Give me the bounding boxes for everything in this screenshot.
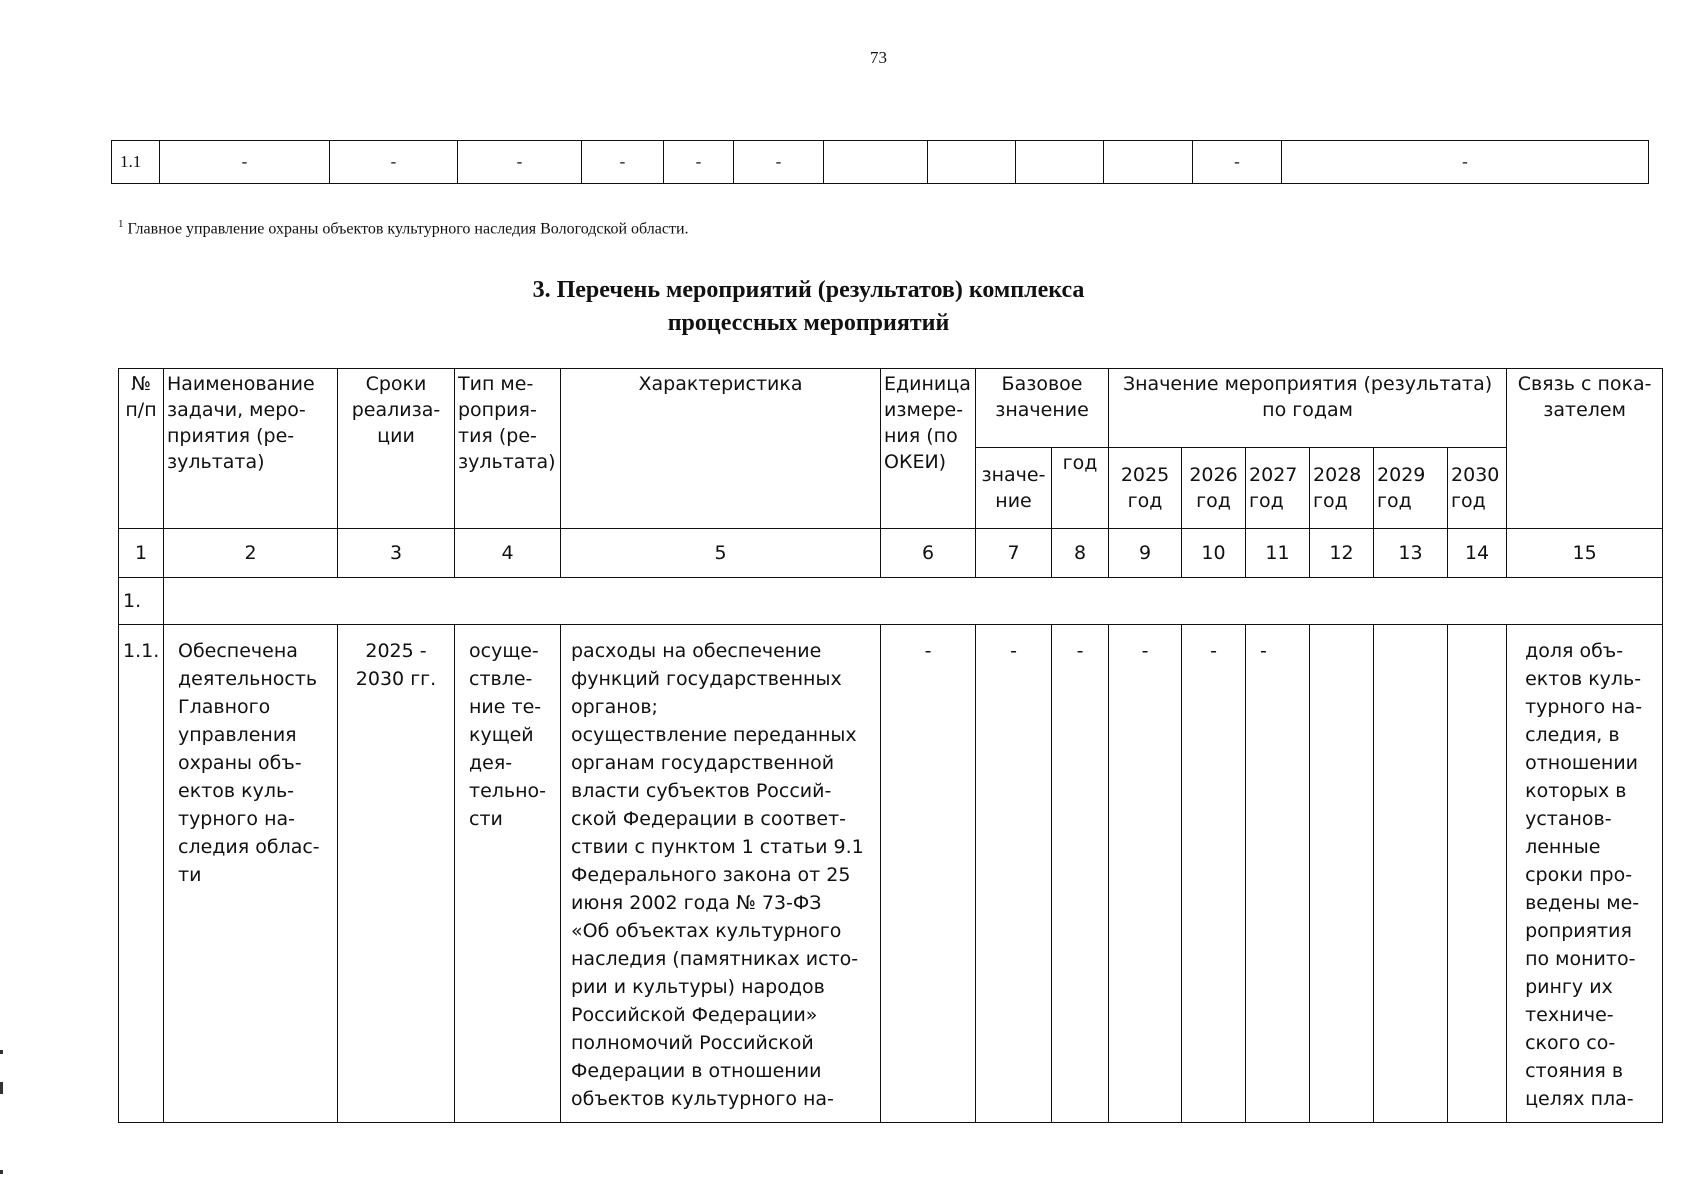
row-unit: -	[881, 625, 976, 1123]
table-cell: -	[1193, 141, 1282, 184]
table-cell: -	[458, 141, 582, 184]
row-characteristic: расходы на обеспечение функций государственных органов; осуществление переданных органам государственной власти субъектов Россий- ской Федерации в соответ- ствии с пунктом 1 статьи 9.1 Федерального закона от 25 июня 2002 года № 73-ФЗ «Об объектах культурного наследия (памятниках исто- рии и культуры) народов Российской Федерации» полномочий Российской Федерации в отношении объектов культурного на-	[561, 625, 881, 1123]
row-type: осуще- ствле- ние те- кущей дея- тельно- сти	[455, 625, 561, 1123]
header-year-2026: 2026 год	[1182, 448, 1246, 529]
activities-table	[118, 368, 1663, 1123]
column-number: 3	[338, 529, 455, 578]
row-value-2028	[1310, 625, 1374, 1123]
header-name: Наименование задачи, меро- приятия (ре- зультата)	[164, 369, 338, 529]
row-link: доля объ- ектов куль- турного на- следия, в отношении которых в установ- ленные сроки про- ведены ме- роприятия по монито- рингу их техниче- ского со- стояния в целях пла-	[1507, 625, 1663, 1123]
header-type: Тип ме- роприя- тия (ре- зультата)	[455, 369, 561, 529]
section-title-cell	[164, 578, 1663, 625]
section-title-line-1: 3. Перечень мероприятий (результатов) комплекса	[532, 277, 1085, 303]
row-period: 2025 - 2030 гг.	[338, 625, 455, 1123]
header-year-2028: 2028 год	[1310, 448, 1374, 529]
footnote	[118, 218, 689, 238]
column-number: 2	[164, 529, 338, 578]
column-number: 13	[1374, 529, 1448, 578]
table-cell: 1.1	[112, 141, 160, 184]
header-period: Сроки реализа- ции	[338, 369, 455, 529]
header-unit: Единица измере- ния (по ОКЕИ)	[881, 369, 976, 529]
table-row	[119, 625, 1663, 1123]
header-year-2025: 2025 год	[1109, 448, 1182, 529]
column-number: 6	[881, 529, 976, 578]
column-number: 8	[1052, 529, 1109, 578]
column-number: 9	[1109, 529, 1182, 578]
scan-mark	[0, 1082, 3, 1094]
table-cell: -	[160, 141, 330, 184]
table-cell: -	[1282, 141, 1649, 184]
section-title-line-2: процессных мероприятий	[667, 310, 950, 336]
header-year-2030: 2030 год	[1448, 448, 1507, 529]
scan-mark	[0, 1170, 3, 1174]
row-base-value: -	[976, 625, 1052, 1123]
header-base-year: год	[1052, 448, 1109, 529]
scan-mark	[0, 1050, 3, 1054]
column-number: 15	[1507, 529, 1663, 578]
footnote-marker: 1	[118, 218, 124, 230]
column-number: 4	[455, 529, 561, 578]
column-number: 11	[1246, 529, 1310, 578]
table-row	[112, 141, 1649, 184]
header-num: № п/п	[119, 369, 164, 529]
header-year-2029: 2029 год	[1374, 448, 1448, 529]
row-name: Обеспечена деятельность Главного управления охраны объ- ектов куль- турного на- следия облас- ти	[164, 625, 338, 1123]
table-cell	[1104, 141, 1193, 184]
column-numbers-row	[119, 529, 1663, 578]
column-number: 12	[1310, 529, 1374, 578]
table-cell	[824, 141, 928, 184]
header-base: Базовое значение	[976, 369, 1109, 448]
row-value-2029	[1374, 625, 1448, 1123]
section-number: 1.	[119, 578, 164, 625]
table-cell: -	[330, 141, 458, 184]
continuation-table	[111, 140, 1649, 184]
row-value-2030	[1448, 625, 1507, 1123]
row-number: 1.1.	[119, 625, 164, 1123]
footnote-text: Главное управление охраны объектов культурного наследия Вологодской области.	[127, 220, 689, 238]
header-row	[119, 369, 1663, 448]
column-number: 14	[1448, 529, 1507, 578]
header-values-by-year: Значение мероприятия (результата) по годам	[1109, 369, 1507, 448]
column-number: 5	[561, 529, 881, 578]
column-number: 7	[976, 529, 1052, 578]
table-cell: -	[734, 141, 824, 184]
row-value-2026: -	[1182, 625, 1246, 1123]
page-number: 73	[870, 48, 887, 67]
header-year-2027: 2027 год	[1246, 448, 1310, 529]
column-number: 1	[119, 529, 164, 578]
table-cell: -	[582, 141, 664, 184]
header-link: Связь с пока- зателем	[1507, 369, 1663, 529]
section-row	[119, 578, 1663, 625]
header-base-value: значе- ние	[976, 448, 1052, 529]
table-cell: -	[664, 141, 734, 184]
table-cell	[1016, 141, 1104, 184]
row-value-2027: -	[1246, 625, 1310, 1123]
table-cell	[928, 141, 1016, 184]
section-title	[0, 274, 1657, 340]
column-number: 10	[1182, 529, 1246, 578]
header-characteristic: Характеристика	[561, 369, 881, 529]
row-value-2025: -	[1109, 625, 1182, 1123]
row-base-year: -	[1052, 625, 1109, 1123]
